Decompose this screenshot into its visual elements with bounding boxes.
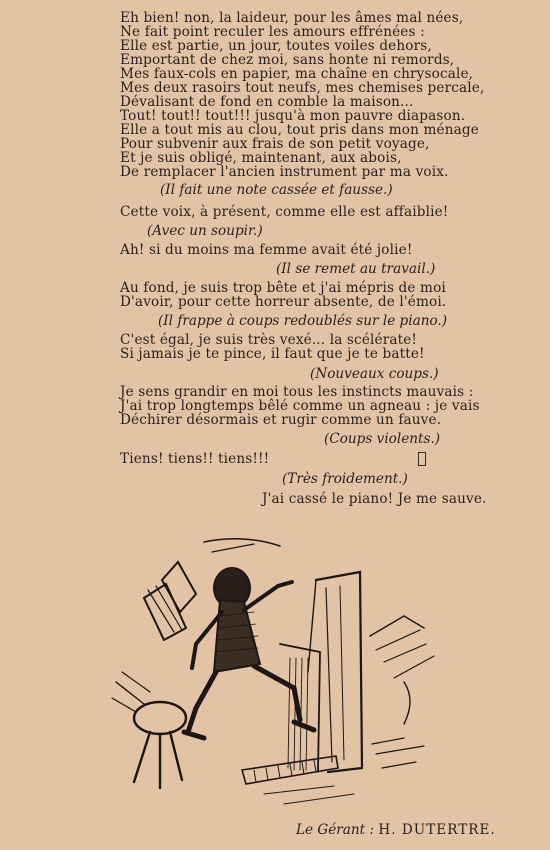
printer-mark <box>418 452 426 466</box>
gerant-label: Le Gérant : <box>296 822 375 838</box>
verse-line: Tout! tout!! tout!!! jusqu'à mon pauvre diapason. <box>120 108 466 124</box>
verse-line: J'ai cassé le piano! Je me sauve. <box>262 491 487 507</box>
stage-direction: (Très froidement.) <box>282 471 408 487</box>
verse-line: Mes deux rasoirs tout neufs, mes chemises percale, <box>120 80 485 96</box>
verse-line: Je sens grandir en moi tous les instincts mauvais : <box>120 384 474 400</box>
stage-direction: (Il fait une note cassée et fausse.) <box>160 182 393 198</box>
verse-line: Elle a tout mis au clou, tout pris dans mon ménage <box>120 122 479 138</box>
verse-line: De remplacer l'ancien instrument par ma voix. <box>120 164 449 180</box>
verse-line: C'est égal, je suis très vexé... la scélérate! <box>120 332 418 348</box>
verse-line: Cette voix, à présent, comme elle est affaiblie! <box>120 204 449 220</box>
stage-direction: (Nouveaux coups.) <box>310 366 439 382</box>
piano-smash-illustration <box>104 532 456 817</box>
verse-line: Elle est partie, un jour, toutes voiles dehors, <box>120 38 432 54</box>
stage-direction: (Avec un soupir.) <box>147 223 263 239</box>
stage-direction: (Il se remet au travail.) <box>276 261 436 277</box>
verse-line: J'ai trop longtemps bêlé comme un agneau : je vais <box>120 398 480 414</box>
verse-line: Dévalisant de fond en comble la maison... <box>120 94 414 110</box>
verse-line: Au fond, je suis trop bête et j'ai mépris de moi <box>120 280 446 296</box>
stage-direction: (Il frappe à coups redoublés sur le piano.) <box>158 313 448 329</box>
verse-line: Ah! si du moins ma femme avait été jolie! <box>120 242 413 258</box>
verse-line: D'avoir, pour cette horreur absente, de l'émoi. <box>120 294 447 310</box>
stage-direction: (Coups violents.) <box>324 431 441 447</box>
verse-line: Emportant de chez moi, sans honte ni remords, <box>120 52 455 68</box>
verse-line: Et je suis obligé, maintenant, aux abois, <box>120 150 402 166</box>
gerant-name: H. DUTERTRE. <box>378 822 496 838</box>
verse-line: Ne fait point reculer les amours effrénées : <box>120 24 425 40</box>
verse-line: Tiens! tiens!! tiens!!! <box>120 451 270 467</box>
verse-line: Si jamais je te pince, il faut que je te batte! <box>120 346 425 362</box>
verse-line: Pour subvenir aux frais de son petit voyage, <box>120 136 430 152</box>
verse-line: Déchirer désormais et rugir comme un fauve. <box>120 412 442 428</box>
verse-line: Mes faux-cols en papier, ma chaîne en chrysocale, <box>120 66 474 82</box>
verse-line: Eh bien! non, la laideur, pour les âmes mal nées, <box>120 10 464 26</box>
gerant-line <box>296 822 496 838</box>
